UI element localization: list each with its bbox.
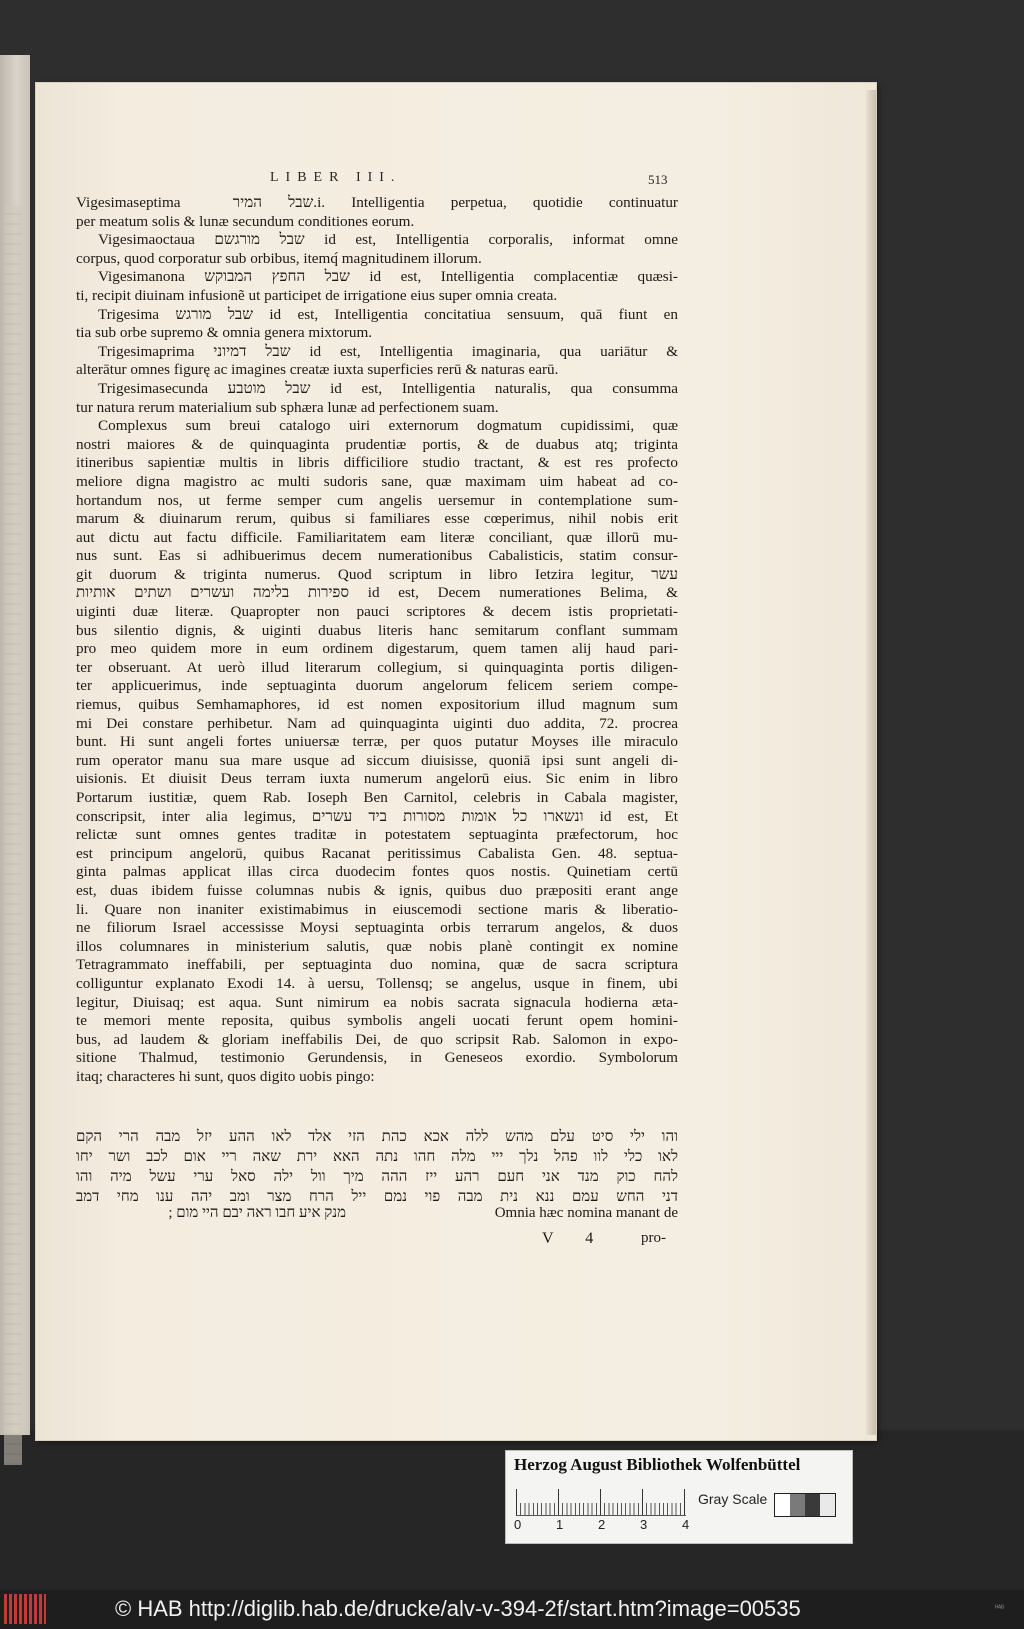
text-line: nostri maiores & de quinquaginta prudentiæ portis, & de duabus atq; triginta	[76, 435, 678, 453]
text-line: mi Dei constare perhibetur. Nam ad quinquaginta uiginti duo addita, 72. procrea	[76, 714, 678, 732]
text-line: bus silentio dignis, & uiginti duabus literis hanc semitarum conflant summam	[76, 621, 678, 639]
text-line: Vigesimanona שבל החפץ המבוקש id est, Intelligentia complacentiæ quæsi-	[98, 268, 678, 286]
text-line: conscripsit, inter alia legimus, ונשארו כל אומות מסורות ביד עשרים id est, Et	[76, 807, 678, 825]
text-line: bunt. Hi sunt angeli fortes uniuersæ terræ, per quos putatur Moyses ille miraculo	[76, 733, 678, 751]
gray-scale-swatches	[774, 1493, 836, 1517]
text-line: aut dictu aut factu difficile. Familiaritatem eam literæ conciliant, quæ illorū mu-	[76, 528, 678, 546]
ruler-number: 4	[682, 1517, 690, 1532]
text-line: git duorum & triginta numerus. Quod scriptum in libro Ietzira legitur, עשר	[76, 565, 678, 583]
text-line: relictæ sunt omnes gentes traditæ in potestatem septuaginta præfectorum, hoc	[76, 826, 678, 844]
running-head: LIBER III.	[270, 170, 402, 185]
ruler-major-tick	[684, 1489, 685, 1515]
ruler-number: 3	[640, 1517, 648, 1532]
footer-url[interactable]: © HAB http://diglib.hab.de/drucke/alv-v-394-2f/start.htm?image=00535	[115, 1596, 801, 1621]
closing-row	[76, 1205, 678, 1225]
gray-swatch	[790, 1494, 805, 1516]
text-line: hortandum nos, ut ferme semper cum angelis uersemur in contemplatione sum-	[76, 491, 678, 509]
text-line: per meatum solis & lunæ secundum conditiones eorum.	[76, 212, 415, 230]
ruler-number: 2	[598, 1517, 606, 1532]
text-line: rum operator manu sua mare usque ad siccum diuisisse, quoniā ipsi sunt angeli di-	[76, 751, 678, 769]
gray-swatch	[775, 1494, 790, 1516]
text-line: te memori mente reposita, quibus symbolis angeli uocati ferunt opem homini-	[76, 1012, 678, 1030]
text-line: corpus, quod corporatur sub orbibus, itemq́ magnitudinem illorum.	[76, 249, 482, 267]
hebrew-line: לאו כלי לוו פהל נלך ייי מלה חהו נתה האא ירת שאה ריי אום לכב ושר יחו	[76, 1149, 678, 1165]
text-line: ti, recipit diuinam infusionẽ ut participet de irrigatione eius super omnia creata.	[76, 286, 558, 304]
catchword: pro-	[641, 1230, 666, 1246]
closing-latin: Omnia hæc nomina manant de	[494, 1205, 678, 1221]
text-line: Trigesimaprima שבל דמיוני id est, Intelligentia imaginaria, qua uariātur &	[98, 342, 678, 360]
text-line: est principum angelorū, quibus Racanat peritissimus Cabalista Gen. 48. septua-	[76, 844, 678, 862]
text-line: riemus, quibus Semhamaphores, id est nomen expositorium illud magnum sum	[76, 696, 678, 714]
ruler	[516, 1489, 686, 1516]
gray-swatch	[805, 1494, 820, 1516]
footer-mark: ᴴᴬᴮ	[995, 1605, 1005, 1612]
text-line: itaq; characteres hi sunt, quos digito uobis pingo:	[76, 1067, 375, 1085]
text-line: ter obseruant. At uerò illud literarum collegium, si quinquaginta portis diligen-	[76, 658, 678, 676]
text-line: legitur, Diuisaq; est aqua. Sunt nimirum ea nobis sacrata signacula hodierna æta-	[76, 993, 678, 1011]
text-line: tur natura rerum materialium sub sphæra lunæ ad perfectionem suam.	[76, 398, 499, 416]
ruler-major-tick	[516, 1489, 517, 1515]
hebrew-line: והו ילי סיט עלם מהש ללה אכא כהת הזי אלד לאו ההע יזל מבה הרי הקם	[76, 1129, 678, 1145]
library-name: Herzog August Bibliothek Wolfenbüttel	[514, 1455, 801, 1474]
text-line: pro meo quidem more in eum ordinem digestarum, quem tamen alij haud pari-	[76, 640, 678, 658]
text-line: uisionis. Et diuisit Deus terram iuxta numerum angelorū eius. Sic enim in libro	[76, 770, 678, 788]
text-line: ginta palmas applicat illas circa duodecim fontes quos nostis. Quinetiam certū	[76, 863, 678, 881]
body-text	[76, 194, 678, 1087]
text-line: bus, ad laudem & gloriam ineffabilis Dei, de quo scripsit Rab. Salomon in expo-	[76, 1030, 678, 1048]
text-line: Trigesima שבל מורגש id est, Intelligentia concitatiua sensuum, quā fiunt en	[98, 305, 678, 323]
text-line: alterātur omnes figurę ac imagines creatæ iuxta superficies rerū & naturas earū.	[76, 361, 559, 379]
text-line: ne filiorum Israel accessisse Moysi septuaginta orbis terrarum angelos, & duos	[76, 919, 678, 937]
closing-hebrew: מנק איע חבו ראה יבם היי מום ;	[168, 1205, 346, 1221]
text-line: marum & diuinarum rerum, quibus si familiares esse cœperimus, nihil nobis erit	[76, 510, 678, 528]
text-line: Vigesimaoctaua שבל מורגשם id est, Intelligentia corporalis, informat omne	[98, 231, 678, 249]
previous-page-edge	[0, 55, 30, 1435]
text-line: meliore digna magistro ac multi sudoris sane, quæ maximam uim habeat ad co-	[76, 472, 678, 490]
text-line: Portarum iustitiæ, quem Rab. Ioseph Ben Carnitol, celebris in Cabala magister,	[76, 789, 678, 806]
folio-number: 513	[648, 172, 668, 187]
text-line: uiginti duæ literæ. Quapropter non pauci scriptores & decem istis proprietati-	[76, 603, 678, 621]
hebrew-line: להח כוק מנד אני חעם רהע ייז ההה מיך וול ילה סאל ערי עשל מיה והו	[76, 1169, 678, 1185]
ruler-major-tick	[642, 1489, 643, 1515]
gray-swatch	[820, 1494, 835, 1516]
ruler-major-tick	[558, 1489, 559, 1515]
text-line: est, duas ibidem fuisse columnas nubis & ignis, quibus duo præpositi erant ange	[76, 881, 678, 899]
text-line: nus sunt. Eas si adhibuerimus decem numerationibus Cabalisticis, statim consur-	[76, 547, 678, 565]
ruler-major-tick	[600, 1489, 601, 1515]
page-edge-shadow	[866, 90, 876, 1435]
text-line: li. Quare non inaniter existimabimus in eiuscemodi sectione maris & liberatio-	[76, 900, 678, 918]
text-line: Vigesimaseptima שבל המיר ‏.i. Intelligentia perpetua, quotidie continuatur	[76, 194, 678, 211]
text-line: itineribus sapientiæ multis in libris difficiliore studio tractant, & est res profecto	[76, 454, 678, 472]
text-line: Complexus sum breui catalogo uiri externorum dogmatum cupidissimi, quæ	[98, 417, 678, 435]
text-line: sitione Thalmud, testimonio Gerundensis, in Geneseos exordio. Symbolorum	[76, 1049, 678, 1067]
scale-card	[505, 1450, 853, 1544]
text-line: Trigesimasecunda שבל מוטבע id est, Intelligentia naturalis, qua consumma	[98, 379, 678, 397]
text-line: Tetragrammato ineffabili, per septuaginta duo nomina, quæ de sacra scriptura	[76, 956, 678, 974]
text-line: illos columnares in ministerium salutis, quæ nobis planè contingit ex nomine	[76, 937, 678, 955]
text-line: ter applicuerimus, inde septuaginta duorum angelorum felicem seriem compe-	[76, 677, 678, 695]
text-line: colliguntur explanato Exodi 14. à uersu, Tollensq; se angelus, usque in finem, ubi	[76, 974, 678, 992]
text-line: ספירות בלימה ועשרים ושתים אותיות id est, Decem numerationes Belima, &	[76, 584, 678, 602]
hebrew-name-table	[76, 1127, 678, 1207]
gray-scale-label: Gray Scale	[698, 1491, 768, 1507]
hab-logo-icon	[4, 1594, 46, 1624]
signature-mark: V 4	[542, 1230, 608, 1247]
text-line: tia sub orbe supremo & omnia genera mixtorum.	[76, 324, 373, 342]
ruler-number: 0	[514, 1517, 522, 1532]
hebrew-line: דני החש עמם ננא נית מבה פוי נמם ייל הרח מצר ומב יהה ענו מחי דמב	[76, 1189, 678, 1205]
ruler-number: 1	[556, 1517, 564, 1532]
